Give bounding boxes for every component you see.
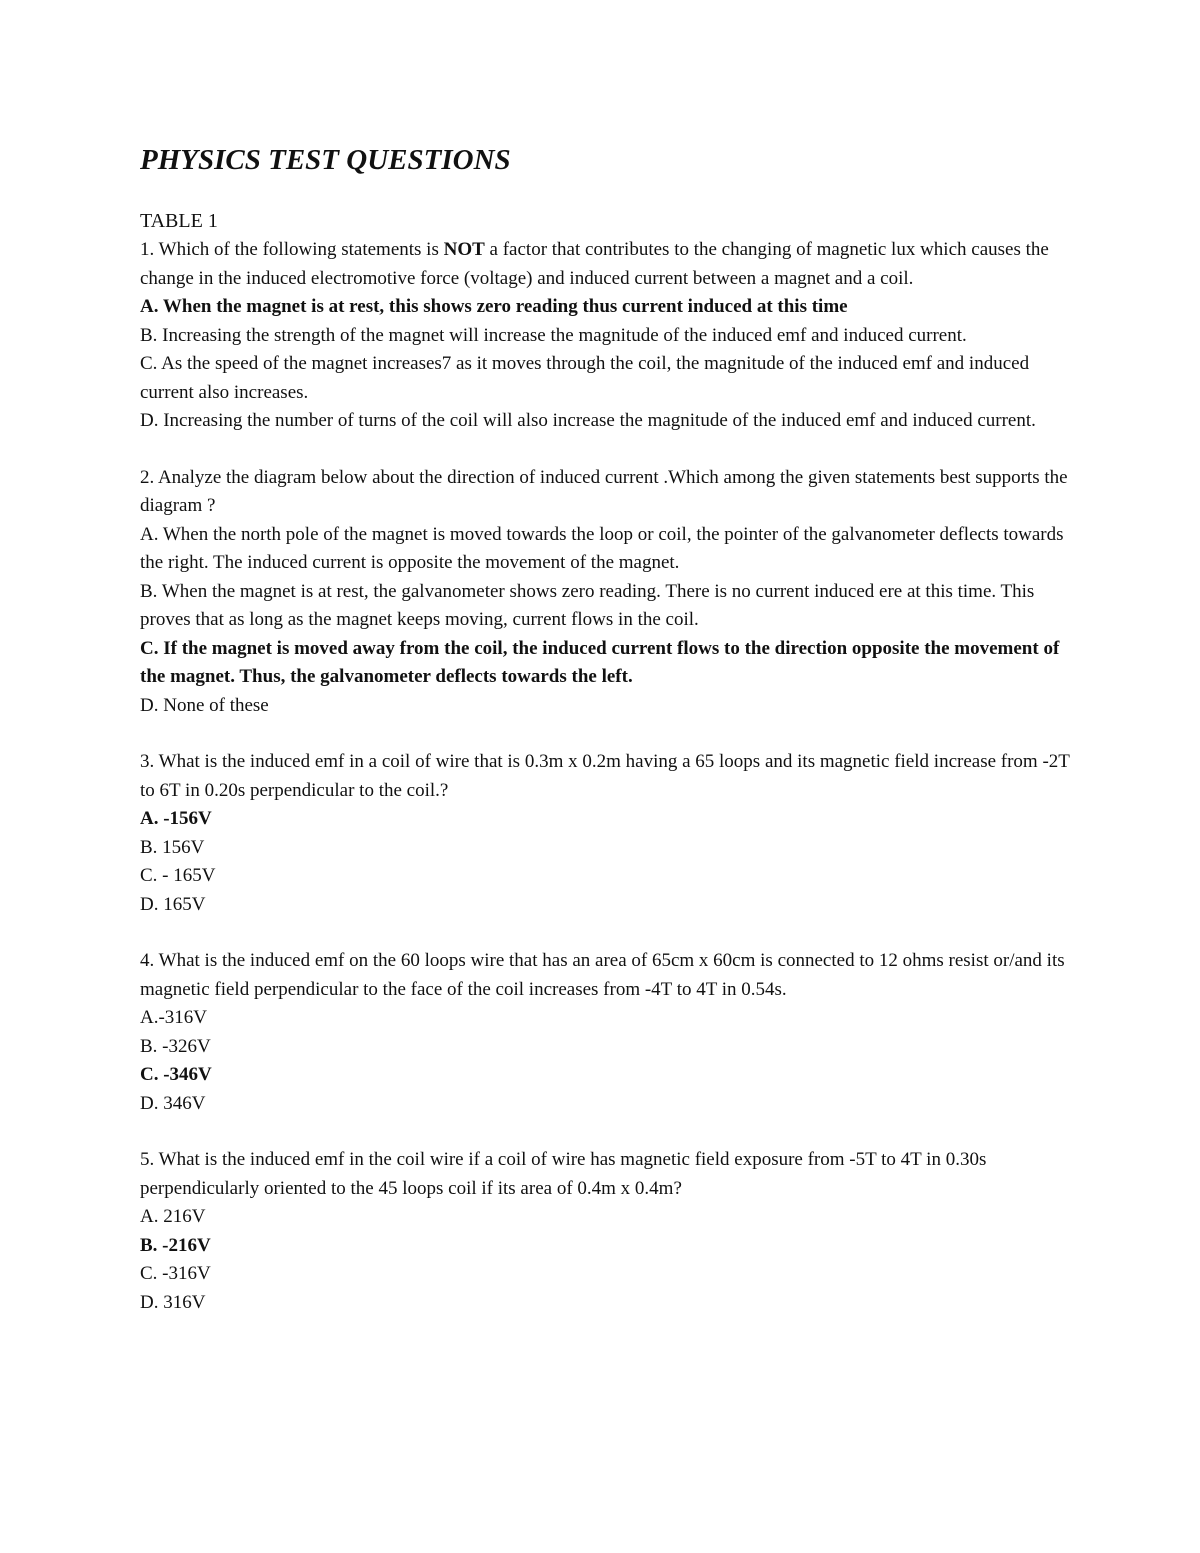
question-1-text-after: a factor that contributes to the changing of magnetic lux which causes the change in the induced electromotive force (voltage) and induced current between a magnet and a coil. [140,239,1049,289]
table-label: TABLE 1 [140,210,218,232]
question-1 [140,236,1070,436]
question-1-text-before: 1. Which of the following statements is [140,239,444,260]
question-5-choice-d: D. 316V [140,1291,206,1313]
question-5-text: 5. What is the induced emf in the coil wire if a coil of wire has magnetic field exposure from -5T to 4T in 0.30s perpendicularly oriented to the 45 loops coil if its area of 0.4m x 0.4m? [140,1149,987,1199]
question-1-emphasis: NOT [443,239,485,260]
question-2-choice-a: A. When the north pole of the magnet is moved towards the loop or coil, the pointer of the galvanometer deflects towards the right. The induced current is opposite the movement of the magnet. [140,523,1064,573]
page-title: PHYSICS TEST QUESTIONS [140,144,511,176]
question-4 [140,947,1070,1118]
question-1-choice-c: C. As the speed of the magnet increases7 as it moves through the coil, the magnitude of the induced emf and induced current also increases. [140,353,1030,403]
question-2-choice-c: C. If the magnet is moved away from the coil, the induced current flows to the direction opposite the movement of the magnet. Thus, the galvanometer deflects towards the left. [140,637,1060,687]
question-5-choice-a: A. 216V [140,1206,206,1227]
question-4-choice-c: C. -346V [140,1064,212,1085]
question-3-choice-b: B. 156V [140,836,205,858]
question-2 [140,464,1070,721]
question-3-text: 3. What is the induced emf in a coil of wire that is 0.3m x 0.2m having a 65 loops and its magnetic field increase from -2T to 6T in 0.20s perpendicular to the coil.? [140,751,1070,801]
question-1-text [140,236,1070,293]
question-2-choice-b: B. When the magnet is at rest, the galvanometer shows zero reading. There is no current induced ere at this time. This proves that as long as the magnet keeps moving, current flows in the coil. [140,580,1035,630]
question-4-choice-a: A.-316V [140,1007,208,1028]
question-5-choice-b: B. -216V [140,1234,211,1256]
question-3 [140,748,1070,919]
question-1-choice-a: A. When the magnet is at rest, this shows zero reading thus current induced at this time [140,296,848,317]
question-2-choice-d: D. None of these [140,694,269,716]
question-4-choice-d: D. 346V [140,1092,206,1114]
question-3-choice-a: A. -156V [140,808,212,829]
question-3-choice-c: C. - 165V [140,865,216,886]
question-3-choice-d: D. 165V [140,893,206,915]
question-2-text: 2. Analyze the diagram below about the direction of induced current .Which among the given statements best supports the diagram ? [140,466,1068,516]
document-page [140,138,1070,1345]
question-1-choice-d: D. Increasing the number of turns of the coil will also increase the magnitude of the induced emf and induced current. [140,410,1036,431]
question-5-choice-c: C. -316V [140,1263,211,1284]
question-5 [140,1146,1070,1317]
question-4-text: 4. What is the induced emf on the 60 loops wire that has an area of 65cm x 60cm is connected to 12 ohms resist or/and its magnetic field perpendicular to the face of the coil increases from -4T to 4T in 0.54s. [140,950,1065,1000]
question-1-choice-b: B. Increasing the strength of the magnet will increase the magnitude of the induced emf and induced current. [140,324,967,346]
question-4-choice-b: B. -326V [140,1035,211,1057]
